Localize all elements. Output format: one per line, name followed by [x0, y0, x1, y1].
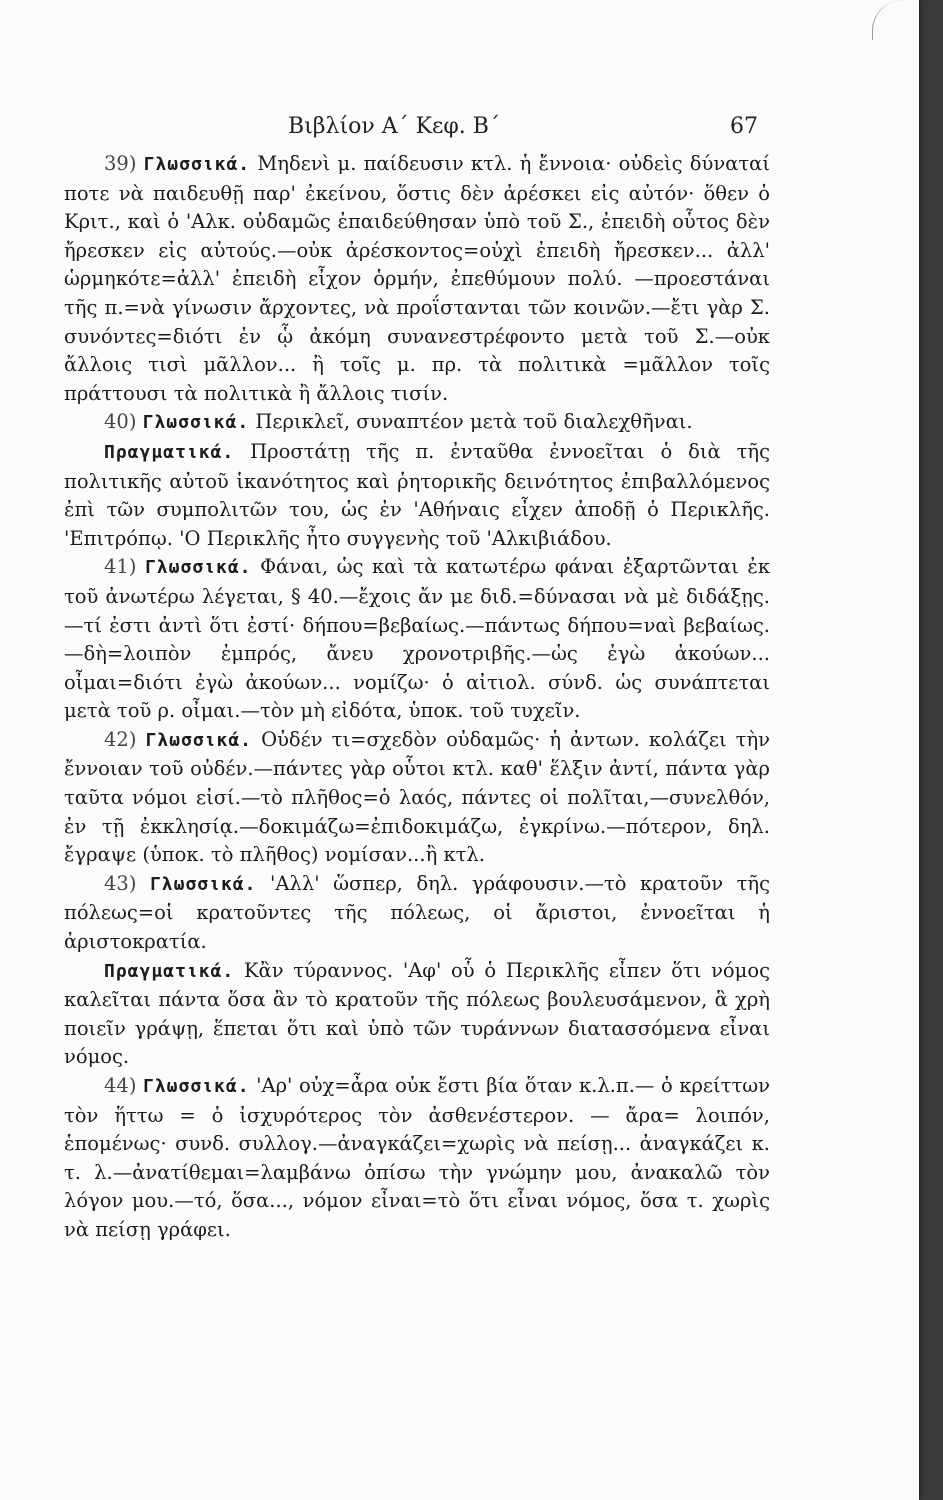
paragraph-text: Προστάτῃ τῆς π. ἐνταῦθα ἐννοεῖται ὁ διὰ τῆς πολιτικῆς αὐτοῦ ἱκανότητος καὶ ῥητορικῆς δεινότητος ἐπιβαλλόμενος ἐπὶ τῶν συμπολιτῶν του, ὡς ἐν 'Αθήναις εἶχεν ἀποδῇ ὁ Περικλῆς. 'Επιτρόπῳ. 'Ο Περικλῆς ἦτο συγγενὴς τοῦ 'Αλκιβιάδου. [64, 439, 777, 550]
paragraph-40-pragmatika [64, 438, 777, 553]
header-title: Βιβλίον Α΄ Κεφ. Β΄ [288, 114, 500, 139]
paragraph-text: Κἂν τύραννος. 'Αφ' οὗ ὁ Περικλῆς εἶπεν ὅτι νόμος καλεῖται πάντα ὅσα ἂν τὸ κρατοῦν τῆς πόλεως βουλευσάμενον, ἃ χρὴ ποιεῖν γράψῃ, ἕπεται ὅτι καὶ ὑπὸ τῶν τυράννων διατασσόμενα εἶναι νόμος. [64, 958, 777, 1069]
paragraph-number: 44) [104, 1074, 137, 1097]
paragraph-number: 43) [104, 871, 137, 895]
paragraph-text: Οὐδέν τι=σχεδὸν οὐδαμῶς· ἡ ἀντων. κολάζει τὴν ἔννοιαν τοῦ οὐδέν.—πάντες γὰρ οὗτοι κτλ. καθ' ἕλξιν ἀντί, πάντα γὰρ ταῦτα νόμοι εἰσί.—τὸ πλῆθος=ὁ λαός, πάντες οἱ πολῖται,—συνελθόν, ἐν τῇ ἐκκλησίᾳ.—δοκιμάζω=ἐπιδοκιμάζω, ἐγκρίνω.—πότερον, δηλ. ἔγραψε (ὑποκ. τὸ πλῆθος) νομίσαν...ἢ κτλ. [64, 727, 777, 867]
paragraph-text: 'Αρ' οὐχ=ἆρα οὐκ ἔστι βία ὅταν κ.λ.π.— ὁ κρείττων τὸν ἥττω = ὁ ἰσχυρότερος τὸν ἀσθενέστερον. — ἄρα= λοιπόν, ἑπομένως· συνδ. συλλογ.—ἀναγκάζει=χωρὶς νὰ πείσῃ... ἀναγκάζει κ. τ. λ.—ἀνατίθεμαι=λαμβάνω ὀπίσω τὴν γνώμην μου, ἀνακαλῶ τὸν λόγον μου.—τό, ὅσα..., νόμον εἶναι=τὸ ὅτι εἶναι νόμος, ὅσα τ. χωρὶς νὰ πείσῃ γράφει. [64, 1074, 777, 1241]
page-body [64, 150, 777, 1245]
paragraph-number: 40) [104, 410, 137, 434]
paragraph-number: 41) [104, 555, 137, 579]
paragraph-text: Περικλεῖ, συναπτέον μετὰ τοῦ διαλεχθῆναι. [255, 410, 693, 434]
section-label: Πραγματικά. [104, 441, 235, 463]
section-label: Γλωσσικά. [142, 412, 250, 434]
paragraph-text: Φάναι, ὡς καὶ τὰ κατωτέρω φάναι ἐξαρτῶνται ἐκ τοῦ ἀνωτέρω λέγεται, § 40.—ἔχοις ἄν με διδ.=δύνασαι νὰ μὲ διδάξῃς.—τί ἐστι ἀντὶ ὅτι ἐστί· δήπου=βεβαίως.—πάντως δήπου=ναὶ βεβαίως.—δὴ=λοιπὸν ἐμπρός, ἄνευ χρονοτριβῆς.—ὡς ἐγὼ ἀκούων... οἶμαι=διότι ἐγὼ ἀκούων... νομίζω· ὁ αἰτιολ. σύνδ. ὡς συνάπτεται μετὰ τοῦ ρ. οἶμαι.—τὸν μὴ εἰδότα, ὑποκ. τοῦ τυχεῖν. [64, 555, 777, 723]
running-header [0, 114, 919, 148]
paragraph-41 [64, 553, 777, 726]
paragraph-43 [64, 870, 777, 957]
section-label: Γλωσσικά. [143, 154, 251, 175]
paragraph-40 [64, 408, 770, 438]
paragraph-42 [64, 726, 777, 870]
section-label: Γλωσσικά. [144, 557, 252, 579]
page-number: 67 [730, 114, 758, 139]
section-label: Γλωσσικά. [143, 1076, 250, 1097]
page-edge-mark [872, 0, 903, 40]
paragraph-number: 42) [104, 727, 137, 751]
paragraph-43-pragmatika [64, 957, 777, 1072]
section-label: Γλωσσικά. [145, 729, 253, 751]
paragraph-number: 39) [104, 152, 137, 175]
paragraph-text: Μηδενὶ μ. παίδευσιν κτλ. ἡ ἔννοια· οὐδεὶς δύναταί ποτε νὰ παιδευθῇ παρ' ἐκείνου, ὅστις δὲν ἀρέσκει εἰς αὐτόν· ὅθεν ὁ Κριτ., καὶ ὁ 'Αλκ. οὐδαμῶς ἐπαιδεύθησαν ὑπὸ τοῦ Σ., ἐπειδὴ οὗτος δὲν ἤρεσκεν εἰς αὐτούς.—οὐκ ἀρέσκοντος=οὐχὶ ἐπειδὴ ἤρεσκεν... ἀλλ' ὡρμηκότε=ἀλλ' ἐπειδὴ εἶχον ὁρμήν, ἐπεθύμουν πολύ. —προεστάναι τῆς π.=νὰ γίνωσιν ἄρχοντες, νὰ προΐστανται τῶν κοινῶν.—ἔτι γὰρ Σ. συνόντες=διότι ἐν ᾧ ἀκόμη συνανεστρέφοντο μετὰ τοῦ Σ.—οὐκ ἄλλοις τισὶ μᾶλλον... ἢ τοῖς μ. πρ. τὰ πολιτικὰ =μᾶλλον τοῖς πράττουσι τὰ πολιτικὰ ἢ ἄλλοις τισίν. [64, 152, 777, 405]
section-label: Γλωσσικά. [149, 873, 257, 895]
section-label: Πραγματικά. [104, 960, 235, 982]
paragraph-39 [64, 150, 777, 408]
paragraph-44 [64, 1072, 777, 1245]
paragraph-text: 'Αλλ' ὥσπερ, δηλ. γράφουσιν.—τὸ κρατοῦν τῆς πόλεως=οἱ κρατοῦντες τῆς πόλεως, οἱ ἄριστοι, ἐννοεῖται ἡ ἀριστοκρατία. [64, 871, 777, 954]
